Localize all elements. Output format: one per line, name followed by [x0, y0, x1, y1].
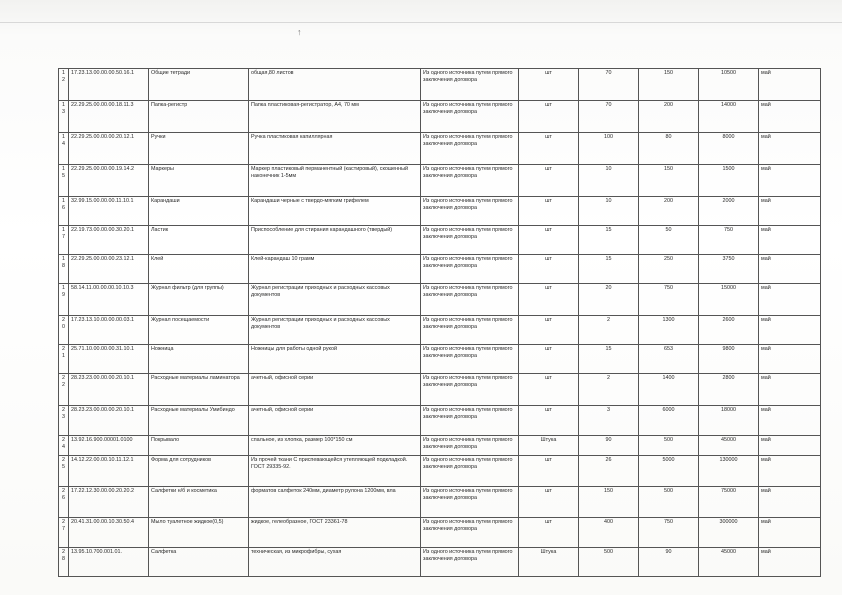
page-mark: ↑ — [297, 27, 302, 37]
quantity: 20 — [579, 284, 639, 316]
item-description: Клей-карандаш 10 грамм — [249, 255, 421, 284]
unit-of-measure: шт — [519, 133, 579, 165]
total-sum: 130000 — [699, 456, 759, 487]
procurement-method: Из одного источника путем прямого заключения договора — [421, 226, 519, 255]
unit-price: 1300 — [639, 316, 699, 345]
quantity: 10 — [579, 165, 639, 197]
procurement-method: Из одного источника путем прямого заключения договора — [421, 165, 519, 197]
unit-of-measure: шт — [519, 456, 579, 487]
unit-of-measure: шт — [519, 518, 579, 548]
delivery-month: май — [759, 345, 821, 374]
item-code: 22.29.25.00.00.00.23.12.1 — [69, 255, 149, 284]
item-name: Расходные материалы Умибиндо — [149, 406, 249, 436]
total-sum: 9800 — [699, 345, 759, 374]
total-sum: 2000 — [699, 197, 759, 226]
unit-of-measure: шт — [519, 345, 579, 374]
item-code: 13.92.16.900.00001.0100 — [69, 436, 149, 456]
item-code: 17.23.13.00.00.00.50.16.1 — [69, 69, 149, 101]
item-name: Салфетка — [149, 548, 249, 577]
row-number: 18 — [59, 255, 69, 284]
item-name: Журнал фильтр (для группы) — [149, 284, 249, 316]
item-description: ачетный, офисной серии — [249, 406, 421, 436]
quantity: 2 — [579, 316, 639, 345]
table-row — [59, 165, 821, 197]
delivery-month: май — [759, 487, 821, 518]
item-code: 32.99.15.00.00.00.11.10.1 — [69, 197, 149, 226]
table-row — [59, 197, 821, 226]
table-row — [59, 518, 821, 548]
quantity: 3 — [579, 406, 639, 436]
unit-price: 80 — [639, 133, 699, 165]
item-name: Клей — [149, 255, 249, 284]
unit-of-measure: шт — [519, 101, 579, 133]
total-sum: 45000 — [699, 548, 759, 577]
unit-of-measure: Штука — [519, 548, 579, 577]
item-name: Форма для сотрудников — [149, 456, 249, 487]
delivery-month: май — [759, 284, 821, 316]
total-sum: 3750 — [699, 255, 759, 284]
procurement-method: Из одного источника путем прямого заключения договора — [421, 255, 519, 284]
unit-price: 500 — [639, 436, 699, 456]
item-code: 13.95.10.700.001.01. — [69, 548, 149, 577]
total-sum: 45000 — [699, 436, 759, 456]
unit-price: 750 — [639, 518, 699, 548]
table-row — [59, 548, 821, 577]
unit-price: 250 — [639, 255, 699, 284]
procurement-method: Из одного источника путем прямого заключения договора — [421, 316, 519, 345]
total-sum: 750 — [699, 226, 759, 255]
row-number: 28 — [59, 548, 69, 577]
quantity: 100 — [579, 133, 639, 165]
unit-of-measure: шт — [519, 406, 579, 436]
unit-of-measure: Штука — [519, 436, 579, 456]
quantity: 400 — [579, 518, 639, 548]
procurement-method: Из одного источника путем прямого заключения договора — [421, 548, 519, 577]
unit-of-measure: шт — [519, 316, 579, 345]
item-description: спальное, из хлопка, размер 100*150 см — [249, 436, 421, 456]
item-description: общая,80 листов — [249, 69, 421, 101]
table-row — [59, 456, 821, 487]
row-number: 27 — [59, 518, 69, 548]
row-number: 23 — [59, 406, 69, 436]
procurement-method: Из одного источника путем прямого заключения договора — [421, 436, 519, 456]
procurement-method: Из одного источника путем прямого заключения договора — [421, 133, 519, 165]
table-row — [59, 255, 821, 284]
unit-of-measure: шт — [519, 255, 579, 284]
item-name: Покрывало — [149, 436, 249, 456]
table-row — [59, 316, 821, 345]
item-code: 22.29.25.00.00.00.20.12.1 — [69, 133, 149, 165]
quantity: 500 — [579, 548, 639, 577]
delivery-month: май — [759, 316, 821, 345]
quantity: 2 — [579, 374, 639, 406]
row-number: 17 — [59, 226, 69, 255]
total-sum: 8000 — [699, 133, 759, 165]
table-row — [59, 374, 821, 406]
delivery-month: май — [759, 406, 821, 436]
unit-price: 200 — [639, 101, 699, 133]
quantity: 15 — [579, 226, 639, 255]
delivery-month: май — [759, 226, 821, 255]
unit-of-measure: шт — [519, 69, 579, 101]
procurement-method: Из одного источника путем прямого заключения договора — [421, 284, 519, 316]
item-code: 25.71.10.00.00.00.31.10.1 — [69, 345, 149, 374]
item-code: 28.23.23.00.00.00.20.10.1 — [69, 374, 149, 406]
item-name: Папка-регистр — [149, 101, 249, 133]
item-name: Карандаши — [149, 197, 249, 226]
delivery-month: май — [759, 436, 821, 456]
table-row — [59, 69, 821, 101]
quantity: 10 — [579, 197, 639, 226]
procurement-method: Из одного источника путем прямого заключения договора — [421, 487, 519, 518]
item-name: Ножница — [149, 345, 249, 374]
procurement-method: Из одного источника путем прямого заключения договора — [421, 345, 519, 374]
total-sum: 300000 — [699, 518, 759, 548]
item-description: Приспособление для стирания карандашного (твердый) — [249, 226, 421, 255]
row-number: 25 — [59, 456, 69, 487]
item-code: 17.23.13.10.00.00.00.03.1 — [69, 316, 149, 345]
unit-of-measure: шт — [519, 284, 579, 316]
procurement-method: Из одного источника путем прямого заключения договора — [421, 197, 519, 226]
unit-price: 6000 — [639, 406, 699, 436]
row-number: 12 — [59, 69, 69, 101]
item-code: 58.14.11.00.00.00.10.10.3 — [69, 284, 149, 316]
item-code: 14.12.22.00.00.10.11.12.1 — [69, 456, 149, 487]
procurement-method: Из одного источника путем прямого заключения договора — [421, 406, 519, 436]
item-description: техническая, из микрофибры, сухая — [249, 548, 421, 577]
delivery-month: май — [759, 133, 821, 165]
table-row — [59, 406, 821, 436]
table-row — [59, 345, 821, 374]
row-number: 26 — [59, 487, 69, 518]
procurement-method: Из одного источника путем прямого заключения договора — [421, 101, 519, 133]
delivery-month: май — [759, 69, 821, 101]
unit-price: 500 — [639, 487, 699, 518]
unit-price: 90 — [639, 548, 699, 577]
unit-price: 150 — [639, 165, 699, 197]
quantity: 70 — [579, 101, 639, 133]
unit-price: 150 — [639, 69, 699, 101]
unit-price: 750 — [639, 284, 699, 316]
procurement-method: Из одного источника путем прямого заключения договора — [421, 456, 519, 487]
unit-price: 1400 — [639, 374, 699, 406]
unit-of-measure: шт — [519, 487, 579, 518]
scan-edge-line — [0, 22, 842, 23]
item-description: Из прочей ткани С приспевающейся утепляющей подкладкой. ГОСТ 29335-92. — [249, 456, 421, 487]
total-sum: 18000 — [699, 406, 759, 436]
row-number: 21 — [59, 345, 69, 374]
item-code: 17.22.12.30.00.00.20.20.2 — [69, 487, 149, 518]
row-number: 16 — [59, 197, 69, 226]
item-description: Карандаши черные с твердо-мягким грифелем — [249, 197, 421, 226]
unit-price: 653 — [639, 345, 699, 374]
item-name: Ручки — [149, 133, 249, 165]
procurement-method: Из одного источника путем прямого заключения договора — [421, 518, 519, 548]
item-description: Журнал регистрации приходных и расходных кассовых документов — [249, 316, 421, 345]
total-sum: 75000 — [699, 487, 759, 518]
procurement-method: Из одного источника путем прямого заключения договора — [421, 69, 519, 101]
table-row — [59, 226, 821, 255]
item-description: Маркер пластиковый перманентный (кастировый), скошенный наконечник 1-5мм — [249, 165, 421, 197]
quantity: 15 — [579, 345, 639, 374]
total-sum: 14000 — [699, 101, 759, 133]
item-name: Ластик — [149, 226, 249, 255]
unit-of-measure: шт — [519, 226, 579, 255]
unit-of-measure: шт — [519, 165, 579, 197]
table-body — [59, 69, 821, 577]
item-name: Общие тетради — [149, 69, 249, 101]
item-name: Маркеры — [149, 165, 249, 197]
delivery-month: май — [759, 165, 821, 197]
unit-price: 200 — [639, 197, 699, 226]
row-number: 24 — [59, 436, 69, 456]
delivery-month: май — [759, 197, 821, 226]
total-sum: 10500 — [699, 69, 759, 101]
unit-of-measure: шт — [519, 197, 579, 226]
delivery-month: май — [759, 518, 821, 548]
item-description: Ручка пластиковая капиллярная — [249, 133, 421, 165]
item-description: ачетный, офисной серии — [249, 374, 421, 406]
delivery-month: май — [759, 548, 821, 577]
table-row — [59, 101, 821, 133]
row-number: 20 — [59, 316, 69, 345]
total-sum: 15000 — [699, 284, 759, 316]
item-name: Расходные материалы ламинатора — [149, 374, 249, 406]
total-sum: 1500 — [699, 165, 759, 197]
delivery-month: май — [759, 101, 821, 133]
item-description: жидкое, гелеобразное, ГОСТ 23361-78 — [249, 518, 421, 548]
item-description: Папка пластиковая-регистратор, А4, 70 мм — [249, 101, 421, 133]
item-code: 28.23.23.00.00.00.20.10.1 — [69, 406, 149, 436]
table-row — [59, 487, 821, 518]
item-code: 22.19.73.00.00.00.30.20.1 — [69, 226, 149, 255]
item-description: форматов салфеток 240мм, диаметр рулона 1200мм, вла — [249, 487, 421, 518]
quantity: 150 — [579, 487, 639, 518]
total-sum: 2800 — [699, 374, 759, 406]
row-number: 13 — [59, 101, 69, 133]
quantity: 90 — [579, 436, 639, 456]
table-row — [59, 436, 821, 456]
quantity: 15 — [579, 255, 639, 284]
quantity: 26 — [579, 456, 639, 487]
procurement-table — [58, 68, 821, 577]
item-code: 22.29.25.00.00.00.18.11.3 — [69, 101, 149, 133]
row-number: 14 — [59, 133, 69, 165]
unit-price: 50 — [639, 226, 699, 255]
unit-of-measure: шт — [519, 374, 579, 406]
item-name: Журнал посещаемости — [149, 316, 249, 345]
delivery-month: май — [759, 456, 821, 487]
quantity: 70 — [579, 69, 639, 101]
item-code: 20.41.31.00.00.10.30.50.4 — [69, 518, 149, 548]
row-number: 22 — [59, 374, 69, 406]
item-description: Ножницы для работы одной рукой — [249, 345, 421, 374]
item-name: Мыло туалетное жидкое(0,5) — [149, 518, 249, 548]
item-description: Журнал регистрации приходных и расходных кассовых документов — [249, 284, 421, 316]
table-row — [59, 284, 821, 316]
total-sum: 2600 — [699, 316, 759, 345]
row-number: 19 — [59, 284, 69, 316]
delivery-month: май — [759, 255, 821, 284]
item-code: 22.29.25.00.00.00.19.14.2 — [69, 165, 149, 197]
unit-price: 5000 — [639, 456, 699, 487]
table-row — [59, 133, 821, 165]
row-number: 15 — [59, 165, 69, 197]
procurement-method: Из одного источника путем прямого заключения договора — [421, 374, 519, 406]
item-name: Салфетки н/б и косметика — [149, 487, 249, 518]
delivery-month: май — [759, 374, 821, 406]
